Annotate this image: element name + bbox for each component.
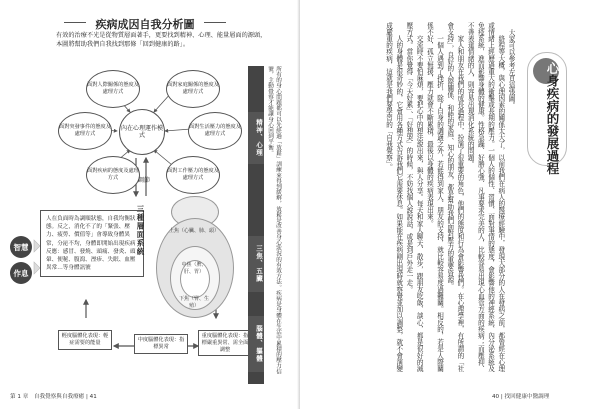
box-mild: 輕度腦體化表現：輕症需要的能量 bbox=[58, 330, 112, 350]
label-middle: 中焦（脾、肝、胃） bbox=[181, 262, 207, 275]
three-layer-label: 三種層面系統 bbox=[136, 205, 145, 256]
side-tab-mind: 精神、心理 bbox=[248, 112, 264, 164]
section-title-rest: 身疾病的發展過程 bbox=[545, 74, 560, 175]
side-note: 所有的身心問題都可以先經過「放鬆」訓練來得到緩解，放鬆是改善身心狀況的有效方法。疾病是身體在生活中累積的壓力信號，主動覺察才能讓身心回到平衡。 bbox=[267, 66, 281, 374]
label-upper: 上焦（心臟、肺、頭） bbox=[168, 228, 219, 234]
side-tab-body: 腦體、軀體 bbox=[248, 316, 264, 372]
node-sudden-events: 面對突發事件的態度及處理方式 bbox=[58, 112, 112, 150]
node-interpersonal: 面對人際關係的態度及處理方式 bbox=[86, 70, 140, 108]
box-moderate: 中度腦體化表現：指標異常 bbox=[134, 334, 188, 354]
badge-routine: 作息 bbox=[10, 262, 32, 284]
center-node: 內在心理運作模式 bbox=[119, 109, 165, 155]
node-work-pressure: 面對工作壓力的態度及處理方式 bbox=[166, 156, 220, 194]
label-lower: 下焦（腎、生殖） bbox=[178, 296, 209, 309]
mind-state-box: 人在負面時為調順狀態，自我均衡狀態。反之，消化不了的「緊張、壓力、疲勞、價值等」會導致身體異常，分泌不均，身體即開始出現疾病反應：感冒、發燒、頭痛、發炎、頭暈、便秘、腹瀉、溼疹、失眠、血壓異常…等身體訊號 bbox=[40, 210, 144, 277]
intro-text: 有效的治療不光是從物質層面著手，更要找到精神、心理、能量層面的源頭，本圖將幫助我們自我找到那條「回到健康的路」。 bbox=[56, 32, 267, 48]
node-family: 面對家庭關係的態度及處理方式 bbox=[166, 70, 220, 108]
adjust-label: 調節 bbox=[138, 177, 151, 184]
box-severe: 重度腦體化表現：指標嚴重異常、需全面調整 bbox=[198, 330, 252, 356]
right-footer: 40 | 找回健康中醫調理 bbox=[492, 394, 550, 400]
section-title bbox=[533, 62, 559, 175]
node-illness: 面對疾病的態度及處理方式 bbox=[86, 156, 140, 194]
badge-wisdom: 智慧 bbox=[10, 236, 32, 258]
section-title-first-char: 心 bbox=[545, 62, 560, 75]
left-footer: 第 1 章 自我覺察與自我療癒 | 41 bbox=[10, 394, 97, 400]
diagram-title: 疾病成因自我分析圖 bbox=[70, 16, 220, 32]
right-body-text: 大家可以參考左頁這張圖。 絡程等大概，與心理因素的關係太大了，以前我們在病人的醫療經驗中，發現大部分的人在發病之前，都曾經在心理或情緒上經歷過重大的衝擊或長期的壓力。一個人的個性、習慣、面對事情的態度，會影響他的神經系統、內分泌系統及免疫系統，進而影響身體的健康。性格急躁、好勝心強、凡事要求完美的人，比較容易出現心血管方面的疾病；而壓抑、不善表達情緒的人，則容易出現消化系統的問題。 家人和朋友在我們的成長過程中，扮演了很重要的角色，他們的態度和行為會影響我們。在心理學裡，有所謂的「社會支持」，良好的人際關係、和睦的家庭、知心的朋友，都是幫助我們面對壓力的重要資源。 一個人遇到了挫折，除了自身的調適之外，若能得到家人、朋友的支持，就比較容易度過難關。相反的，若是人際關係不好，孤立無援，壓力就會不斷累積，最後以身體的疾病表現出來。 交流時不要怕麻煩，要把心中的想法說出來，與人分享。每天和家人聊天、散步，跟朋友吃飯、談心，都是很好的減壓方式。當你覺得「今天好累」、「好想哭」的時候，不妨找個人說說話，或是到戶外走一走。 人的身體是很奇妙的，它會用各種方式告訴我們它需要休息。如果能在疾病剛出現時就察覺並加以調整，就不會演變成嚴重的疾病，這就是我們要學習的「自我覺察」。 bbox=[384, 22, 515, 372]
node-life-pressure: 面對生活壓力的態度及處理方式 bbox=[188, 112, 242, 150]
side-tab-organs: 三焦、五臟 bbox=[248, 236, 264, 292]
